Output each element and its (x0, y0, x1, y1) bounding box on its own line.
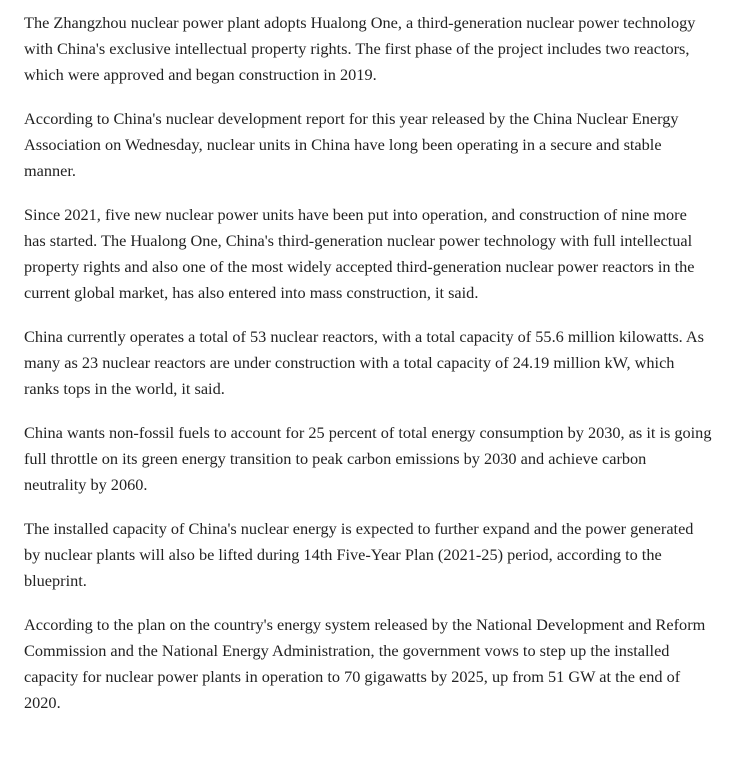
paragraph-non-fossil-target: China wants non-fossil fuels to account for 25 percent of total energy consumption by 2030, as it is going full throttle on its green energy transition to peak carbon emissions by 2030 and achieve carbon neutrality by 2060. (24, 423, 712, 494)
paragraph-five-year-plan: The installed capacity of China's nuclear energy is expected to further expand and the power generated by nuclear plants will also be lifted during 14th Five-Year Plan (2021-25) period, according to the blueprint. (24, 519, 694, 590)
paragraph-zhangzhou-plant: The Zhangzhou nuclear power plant adopts Hualong One, a third-generation nuclear power technology with China's exclusive intellectual property rights. The first phase of the project includes two reactors, which were approved and began construction in 2019. (24, 13, 696, 84)
paragraph-new-units: Since 2021, five new nuclear power units have been put into operation, and construction of nine more has started. The Hualong One, China's third-generation nuclear power technology with full intellectual property rights and also one of the most widely accepted third-generation nuclear power reactors in the current global market, has also entered into mass construction, it said. (24, 205, 695, 302)
paragraph-development-report: According to China's nuclear development report for this year released by the China Nuclear Energy Association on Wednesday, nuclear units in China have long been operating in a secure and stable manner. (24, 109, 679, 180)
paragraph-reactor-count: China currently operates a total of 53 nuclear reactors, with a total capacity of 55.6 million kilowatts. As many as 23 nuclear reactors are under construction with a total capacity of 24.19 million kW, which ranks tops in the world, it said. (24, 327, 704, 398)
paragraph-capacity-goal: According to the plan on the country's energy system released by the National Development and Reform Commission and the National Energy Administration, the government vows to step up the installed capacity for nuclear power plants in operation to 70 gigawatts by 2025, up from 51 GW at the end of 2020. (24, 615, 706, 712)
